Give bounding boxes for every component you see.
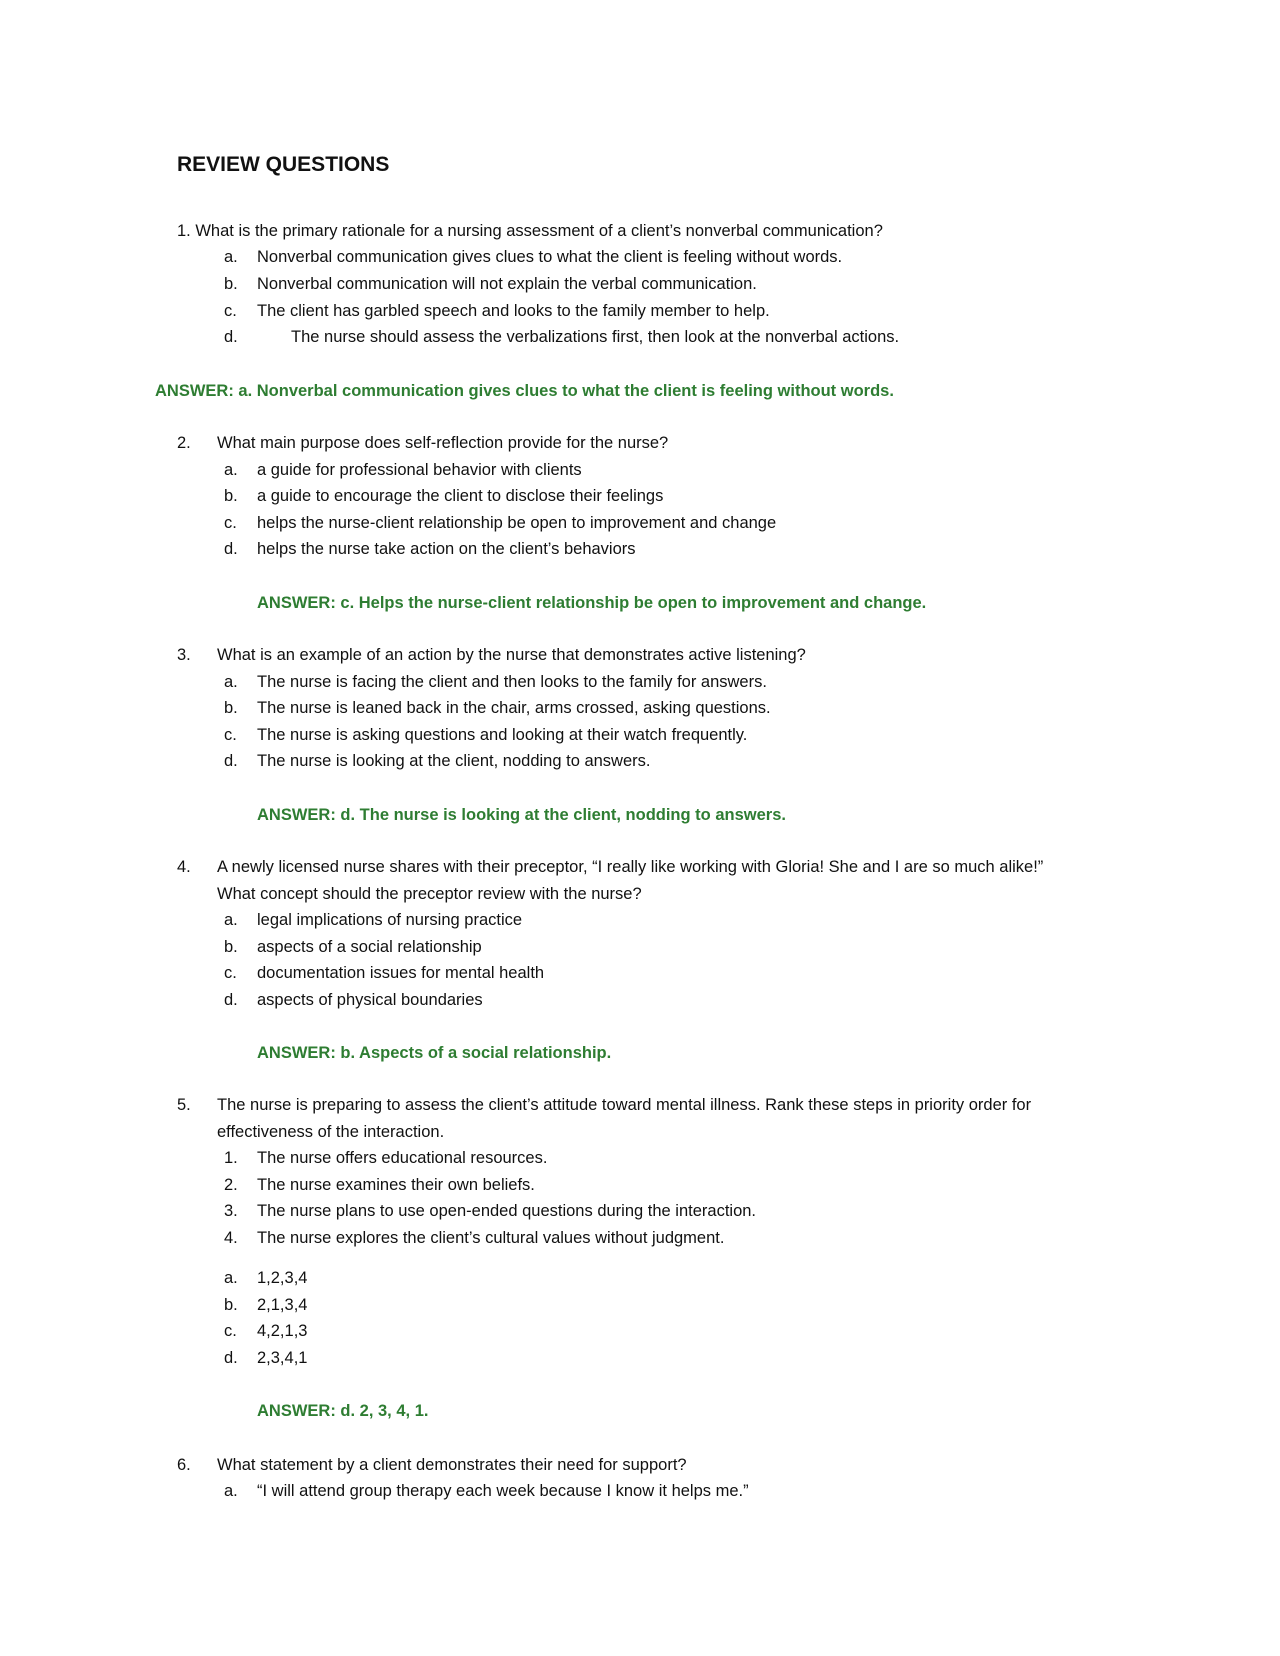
option-letter: a.: [224, 461, 238, 479]
option-text: The nurse is asking questions and looking at their watch frequently.: [257, 726, 748, 744]
step-text: The nurse plans to use open-ended questions during the interaction.: [257, 1202, 757, 1220]
answer-text: ANSWER: b. Aspects of a social relationship.: [257, 1044, 612, 1062]
question-stem-continued: What concept should the preceptor review with the nurse?: [217, 885, 642, 903]
option-text: Nonverbal communication will not explain the verbal communication.: [257, 275, 757, 293]
step-number: 2.: [224, 1176, 238, 1194]
option-text: The nurse is facing the client and then looks to the family for answers.: [257, 673, 767, 691]
step-text: The nurse offers educational resources.: [257, 1149, 548, 1167]
option-letter: c.: [224, 302, 237, 320]
question-number: 5.: [177, 1096, 191, 1114]
option-letter: a.: [224, 911, 238, 929]
option-text: The nurse is leaned back in the chair, arms crossed, asking questions.: [257, 699, 771, 717]
step-number: 4.: [224, 1229, 238, 1247]
answer-text: ANSWER: d. The nurse is looking at the client, nodding to answers.: [257, 806, 786, 824]
option-letter: a.: [224, 1482, 238, 1500]
option-text: 2,3,4,1: [257, 1349, 308, 1367]
question-stem: What statement by a client demonstrates their need for support?: [217, 1456, 687, 1474]
answer-text: ANSWER: d. 2, 3, 4, 1.: [257, 1402, 429, 1420]
option-letter: d.: [224, 752, 238, 770]
option-letter: d.: [224, 991, 238, 1009]
option-text: helps the nurse-client relationship be open to improvement and change: [257, 514, 777, 532]
question-number: 6.: [177, 1456, 191, 1474]
answer-text: ANSWER: a. Nonverbal communication gives clues to what the client is feeling without words.: [155, 382, 894, 400]
option-text: The nurse should assess the verbalizations first, then look at the nonverbal actions.: [291, 328, 900, 346]
option-letter: c.: [224, 964, 237, 982]
question-stem: A newly licensed nurse shares with their preceptor, “I really like working with Gloria! She and I are so much alike!”: [217, 858, 1044, 876]
option-text: The client has garbled speech and looks to the family member to help.: [257, 302, 770, 320]
answer-text: ANSWER: c. Helps the nurse-client relationship be open to improvement and change.: [257, 594, 927, 612]
option-text: The nurse is looking at the client, nodding to answers.: [257, 752, 651, 770]
option-letter: c.: [224, 726, 237, 744]
question-number: 2.: [177, 434, 191, 452]
option-letter: b.: [224, 699, 238, 717]
option-text: helps the nurse take action on the client’s behaviors: [257, 540, 636, 558]
option-text: a guide for professional behavior with clients: [257, 461, 582, 479]
option-text: 1,2,3,4: [257, 1269, 308, 1287]
option-letter: c.: [224, 514, 237, 532]
question-stem-continued: effectiveness of the interaction.: [217, 1123, 445, 1141]
step-text: The nurse examines their own beliefs.: [257, 1176, 535, 1194]
step-number: 3.: [224, 1202, 238, 1220]
question-stem: 1. What is the primary rationale for a nursing assessment of a client’s nonverbal communication?: [177, 222, 883, 240]
option-text: 4,2,1,3: [257, 1322, 308, 1340]
step-text: The nurse explores the client’s cultural values without judgment.: [257, 1229, 725, 1247]
option-letter: b.: [224, 938, 238, 956]
option-letter: d.: [224, 1349, 238, 1367]
option-text: “I will attend group therapy each week because I know it helps me.”: [257, 1482, 749, 1500]
option-letter: a.: [224, 1269, 238, 1287]
option-text: a guide to encourage the client to disclose their feelings: [257, 487, 664, 505]
option-letter: b.: [224, 1296, 238, 1314]
option-text: documentation issues for mental health: [257, 964, 545, 982]
option-letter: b.: [224, 275, 238, 293]
option-letter: c.: [224, 1322, 237, 1340]
option-text: 2,1,3,4: [257, 1296, 308, 1314]
option-letter: b.: [224, 487, 238, 505]
question-stem: What is an example of an action by the nurse that demonstrates active listening?: [217, 646, 806, 664]
option-text: legal implications of nursing practice: [257, 911, 523, 929]
option-letter: a.: [224, 673, 238, 691]
question-number: 4.: [177, 858, 191, 876]
option-text: aspects of physical boundaries: [257, 991, 483, 1009]
step-number: 1.: [224, 1149, 238, 1167]
option-letter: d.: [224, 540, 238, 558]
page-title: REVIEW QUESTIONS: [177, 153, 390, 176]
question-stem: What main purpose does self-reflection provide for the nurse?: [217, 434, 669, 452]
option-letter: a.: [224, 248, 238, 266]
option-text: aspects of a social relationship: [257, 938, 482, 956]
option-text: Nonverbal communication gives clues to what the client is feeling without words.: [257, 248, 843, 266]
question-number: 3.: [177, 646, 191, 664]
option-letter: d.: [224, 328, 238, 346]
question-stem: The nurse is preparing to assess the client’s attitude toward mental illness. Rank these steps in priority order for: [217, 1096, 1032, 1114]
